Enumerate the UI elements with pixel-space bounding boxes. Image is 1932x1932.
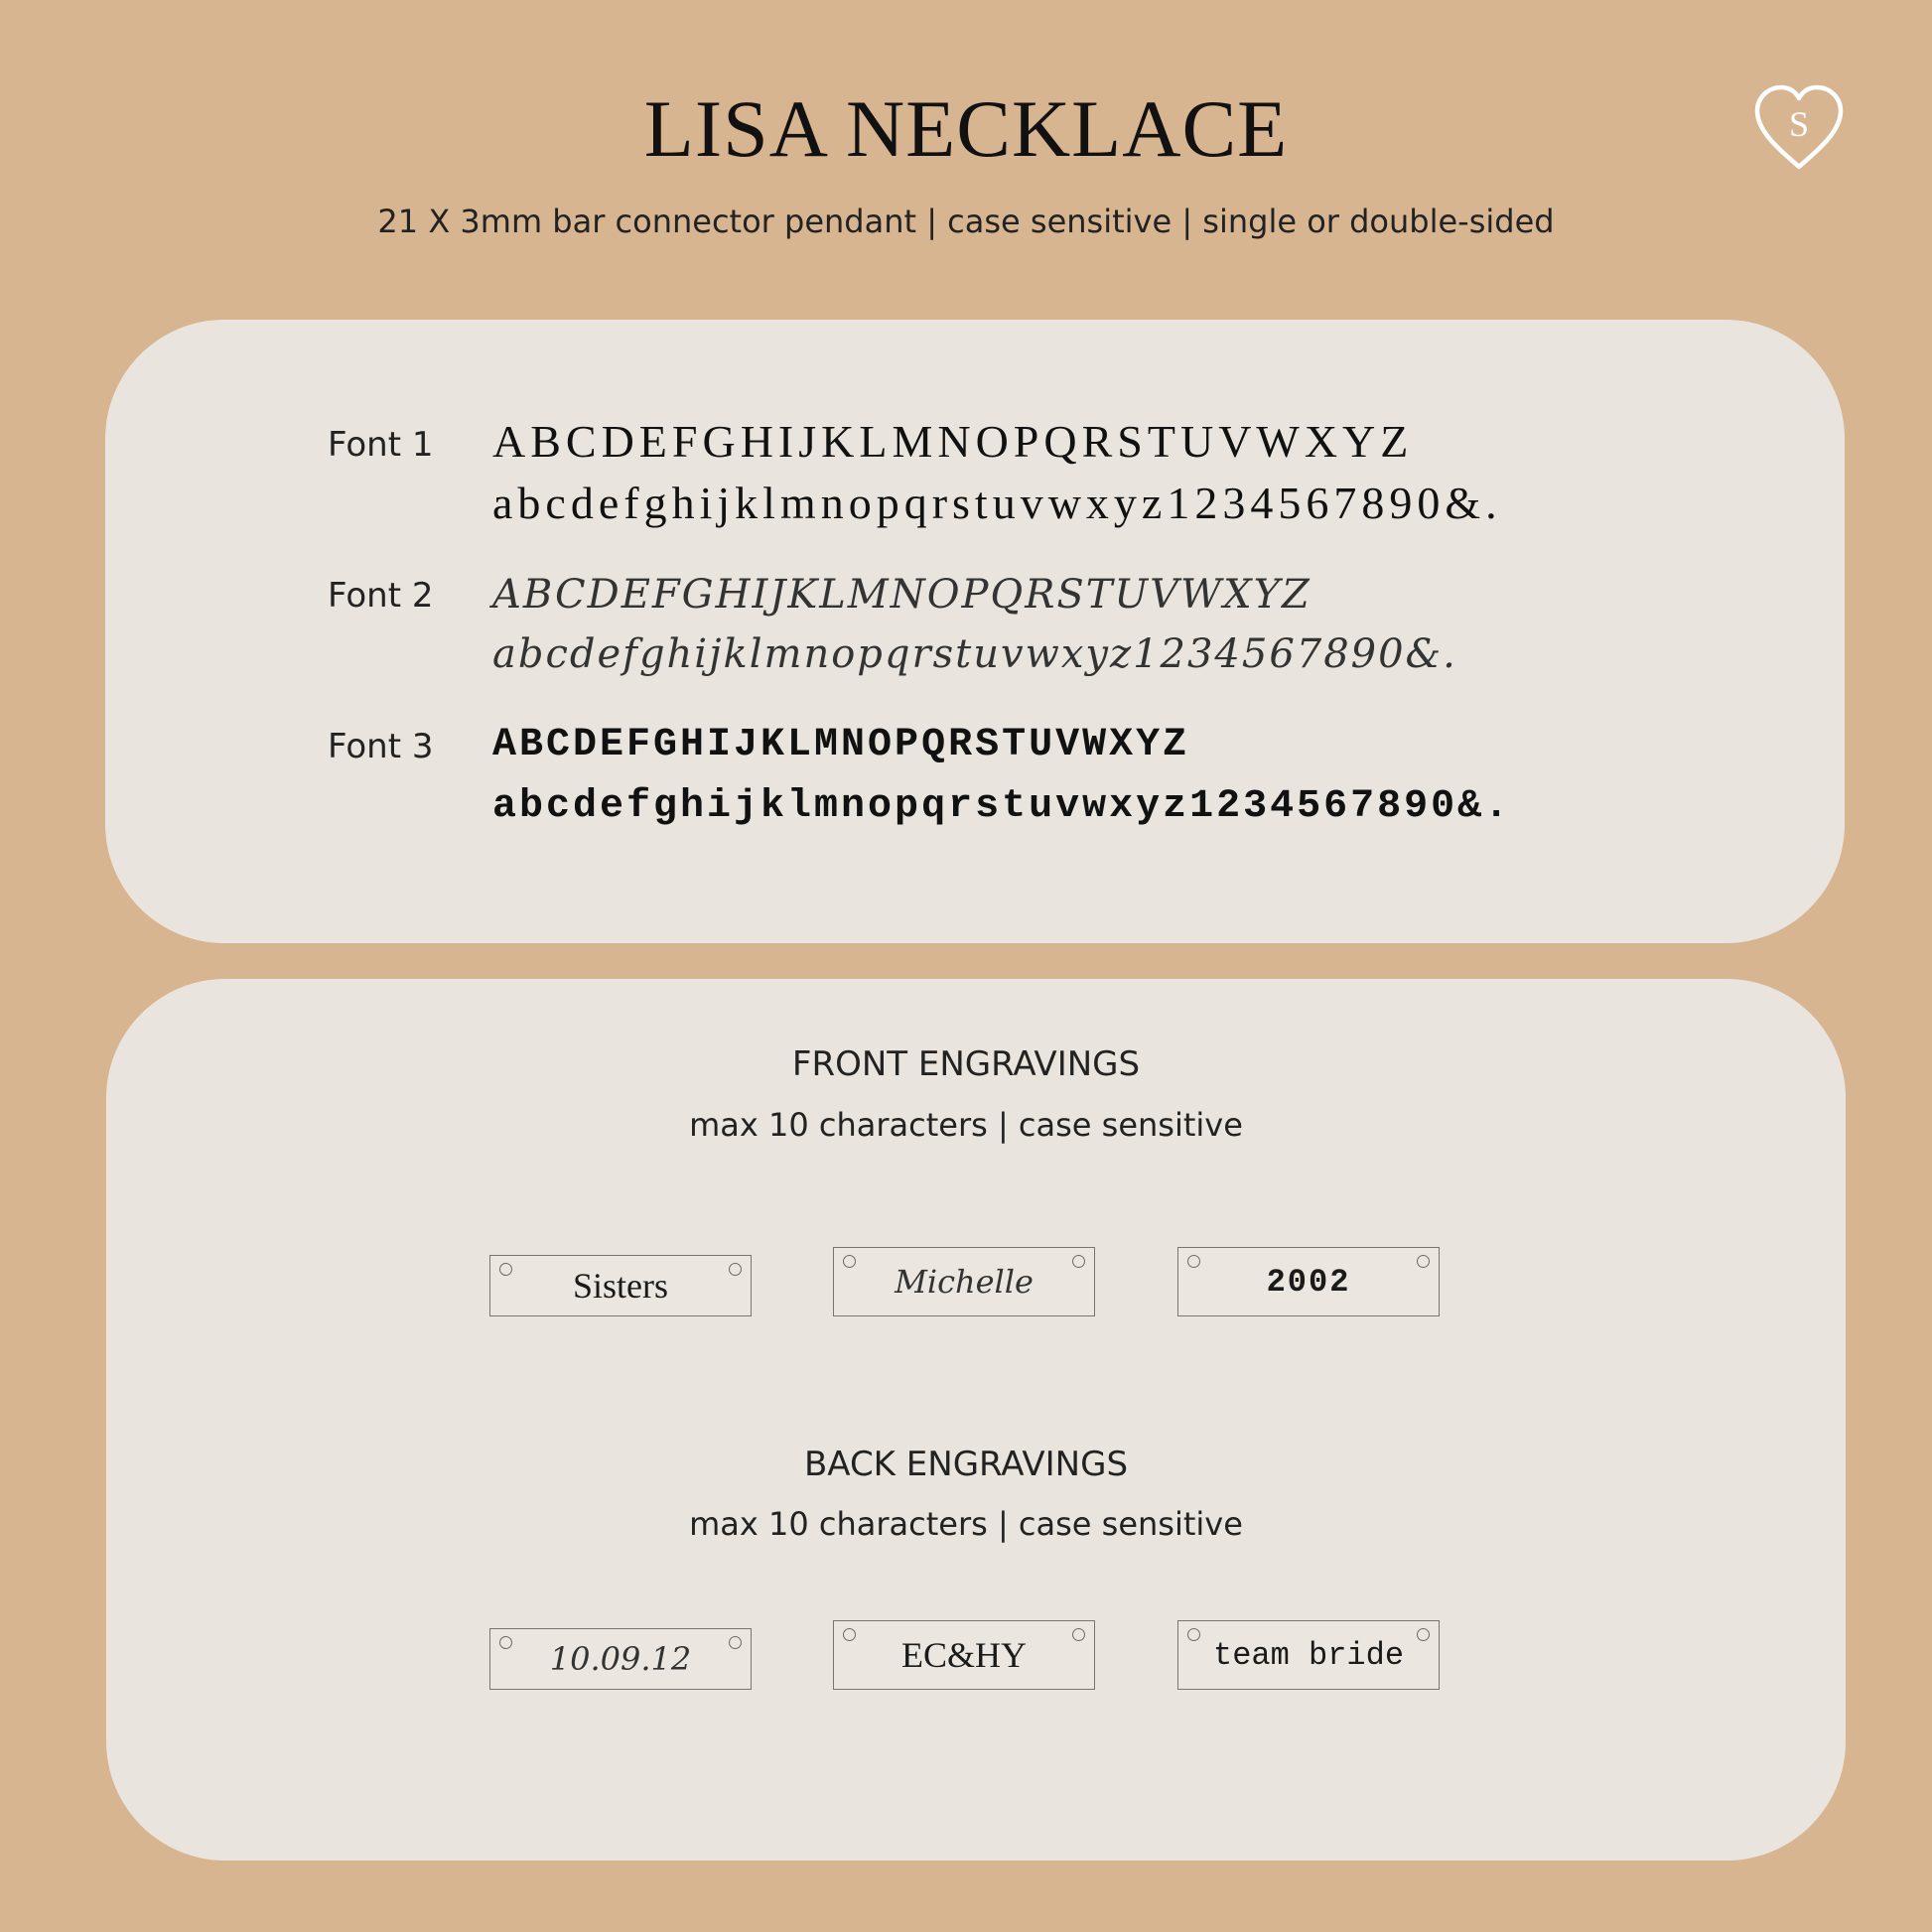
front-example-plate: [1177, 1247, 1440, 1316]
plate-text: 10.09.12: [549, 1640, 692, 1678]
font-1-label: Font 1: [328, 425, 434, 465]
plate-text: Michelle: [895, 1263, 1034, 1301]
back-example-plate: [833, 1620, 1095, 1690]
plate-text: EC&HY: [901, 1635, 1027, 1675]
back-engravings-title: BACK ENGRAVINGS: [803, 1445, 1129, 1484]
font-3-uppercase: ABCDEFGHIJKLMNOPQRSTUVWXYZ: [492, 723, 1190, 767]
font-2-uppercase: ABCDEFGHIJKLMNOPQRSTUVWXYZ: [492, 572, 1311, 618]
font-2-lowercase: abcdefghijklmnopqrstuvwxyz1234567890&.: [492, 631, 1457, 677]
logo-letter: S: [1788, 104, 1810, 144]
front-example-plate: [489, 1255, 752, 1316]
font-3-label: Font 3: [328, 727, 434, 766]
font-2-label: Font 2: [328, 576, 434, 616]
brand-logo: [1751, 83, 1847, 173]
plate-text: 2002: [1266, 1263, 1351, 1301]
front-engravings-title: FRONT ENGRAVINGS: [791, 1044, 1141, 1084]
page-title: LISA NECKLACE: [643, 83, 1289, 174]
back-example-plate: [1177, 1620, 1440, 1690]
page-subtitle: 21 X 3mm bar connector pendant | case sensitive | single or double-sided: [377, 203, 1555, 240]
font-1-lowercase: abcdefghijklmnopqrstuvwxyz1234567890&.: [492, 478, 1502, 528]
back-example-plate: [489, 1628, 752, 1690]
front-engravings-subtitle: max 10 characters | case sensitive: [689, 1106, 1243, 1144]
front-example-plate: [833, 1247, 1095, 1316]
font-1-uppercase: ABCDEFGHIJKLMNOPQRSTUVWXYZ: [492, 416, 1414, 467]
plate-text: team bride: [1212, 1636, 1405, 1674]
font-3-lowercase: abcdefghijklmnopqrstuvwxyz1234567890&.: [492, 784, 1512, 829]
back-engravings-subtitle: max 10 characters | case sensitive: [689, 1505, 1243, 1543]
plate-text: Sisters: [572, 1266, 668, 1306]
